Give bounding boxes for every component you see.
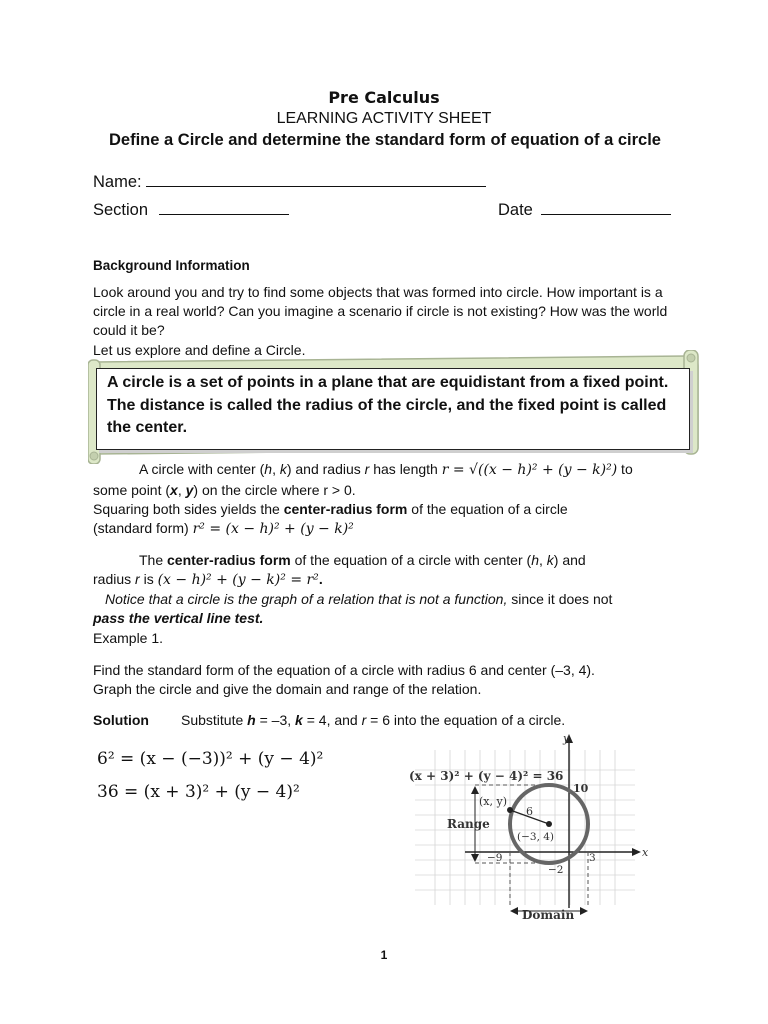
term-radius: radius <box>305 396 354 414</box>
standard-form-formula: r² = (x − h)² + (y − k)² <box>192 521 354 537</box>
domain-arrow-right-icon <box>580 907 588 915</box>
date-field <box>498 199 671 220</box>
solution-equation-2: 36 = (x + 3)² + (y − 4)² <box>97 782 300 802</box>
graph-equation-label: (x + 3)² + (y − 4)² = 36 <box>409 769 564 783</box>
explain-line-7: Notice that a circle is the graph of a relation that is not a function, since it does not <box>105 591 613 607</box>
def-text: of the circle, and the fixed point is called the <box>107 396 667 436</box>
solution-equation-1: 6² = (x − (−3))² + (y − 4)² <box>97 749 324 769</box>
explain-line-4: (standard form) r² = (x − h)² + (y − k)² <box>93 520 354 537</box>
range-arrow-down-icon <box>471 854 479 862</box>
term-center: center <box>135 419 183 436</box>
distance-formula: r = √((x − h)² + (y − k)²) <box>441 462 618 478</box>
example-problem-2: Graph the circle and give the domain and range of the relation. <box>93 681 482 697</box>
background-transition: Let us explore and define a Circle. <box>93 342 306 358</box>
center-label: (−3, 4) <box>517 831 555 843</box>
background-heading: Background Information <box>93 258 250 273</box>
range-label: Range <box>447 817 490 831</box>
range-arrow-up-icon <box>471 786 479 794</box>
example-label: Example 1. <box>93 630 164 646</box>
domain-label: Domain <box>522 908 575 922</box>
explain-line-1: A circle with center (h, k) and radius r has length r = √((x − h)² + (y − k)²) to <box>139 461 633 478</box>
def-text: . <box>182 419 188 436</box>
tick-label-3: 3 <box>589 852 596 864</box>
x-axis-label: x <box>642 846 649 859</box>
explain-line-3: Squaring both sides yields the center-radius form of the equation of a circle <box>93 501 568 517</box>
explain-line-6: radius r is (x − h)² + (y − k)² = r². <box>93 571 323 588</box>
name-label: Name: <box>93 173 142 191</box>
center-point-marker <box>546 821 552 827</box>
def-text: is a set of points in a plane that are equidistant from a fixed point. The distance is called the <box>107 374 669 414</box>
tick-label-10: 10 <box>573 782 589 795</box>
x-axis-arrow-icon <box>632 848 641 856</box>
section-blank <box>159 199 289 215</box>
solution-line: Solution Substitute h = –3, k = 4, and r = 6 into the equation of a circle. <box>93 712 566 728</box>
page-number: 1 <box>380 948 388 962</box>
explain-line-2: some point (x, y) on the circle where r > 0. <box>93 482 356 498</box>
solution-label: Solution <box>93 712 149 728</box>
circle-graph <box>405 730 655 925</box>
point-label: (x, y) <box>479 795 507 808</box>
circle-definition-box <box>96 368 690 450</box>
explain-line-8: pass the vertical line test. <box>93 610 264 626</box>
tick-label-neg9: −9 <box>487 852 503 864</box>
domain-arrow-left-icon <box>510 907 518 915</box>
activity-heading: Define a Circle and determine the standard form of equation of a circle <box>109 131 661 149</box>
example-problem-1: Find the standard form of the equation of a circle with radius 6 and center (–3, 4). <box>93 662 595 678</box>
def-text: A <box>107 374 123 391</box>
document-subtitle: LEARNING ACTIVITY SHEET <box>276 110 492 127</box>
circle-point-marker <box>507 807 513 813</box>
center-radius-formula: (x − h)² + (y − k)² = r² <box>157 572 319 588</box>
explain-line-5: The center-radius form of the equation of a circle with center (h, k) and <box>139 552 586 568</box>
section-label: Section <box>93 201 149 219</box>
date-blank <box>541 199 671 215</box>
term-circle: circle <box>122 374 165 391</box>
document-title: Pre Calculus <box>328 88 440 107</box>
tick-label-neg2: −2 <box>548 864 564 876</box>
name-blank <box>146 171 486 187</box>
section-field <box>93 199 289 220</box>
radius-value-label: 6 <box>526 805 533 818</box>
y-axis-label: y <box>563 732 570 745</box>
name-field <box>93 171 486 192</box>
date-label: Date <box>498 201 533 219</box>
background-paragraph: Look around you and try to find some objects that was formed into circle. How important is a circle in a real world? Can you imagine a scenario if circle is not existing? How was the world could it be? <box>93 284 668 338</box>
